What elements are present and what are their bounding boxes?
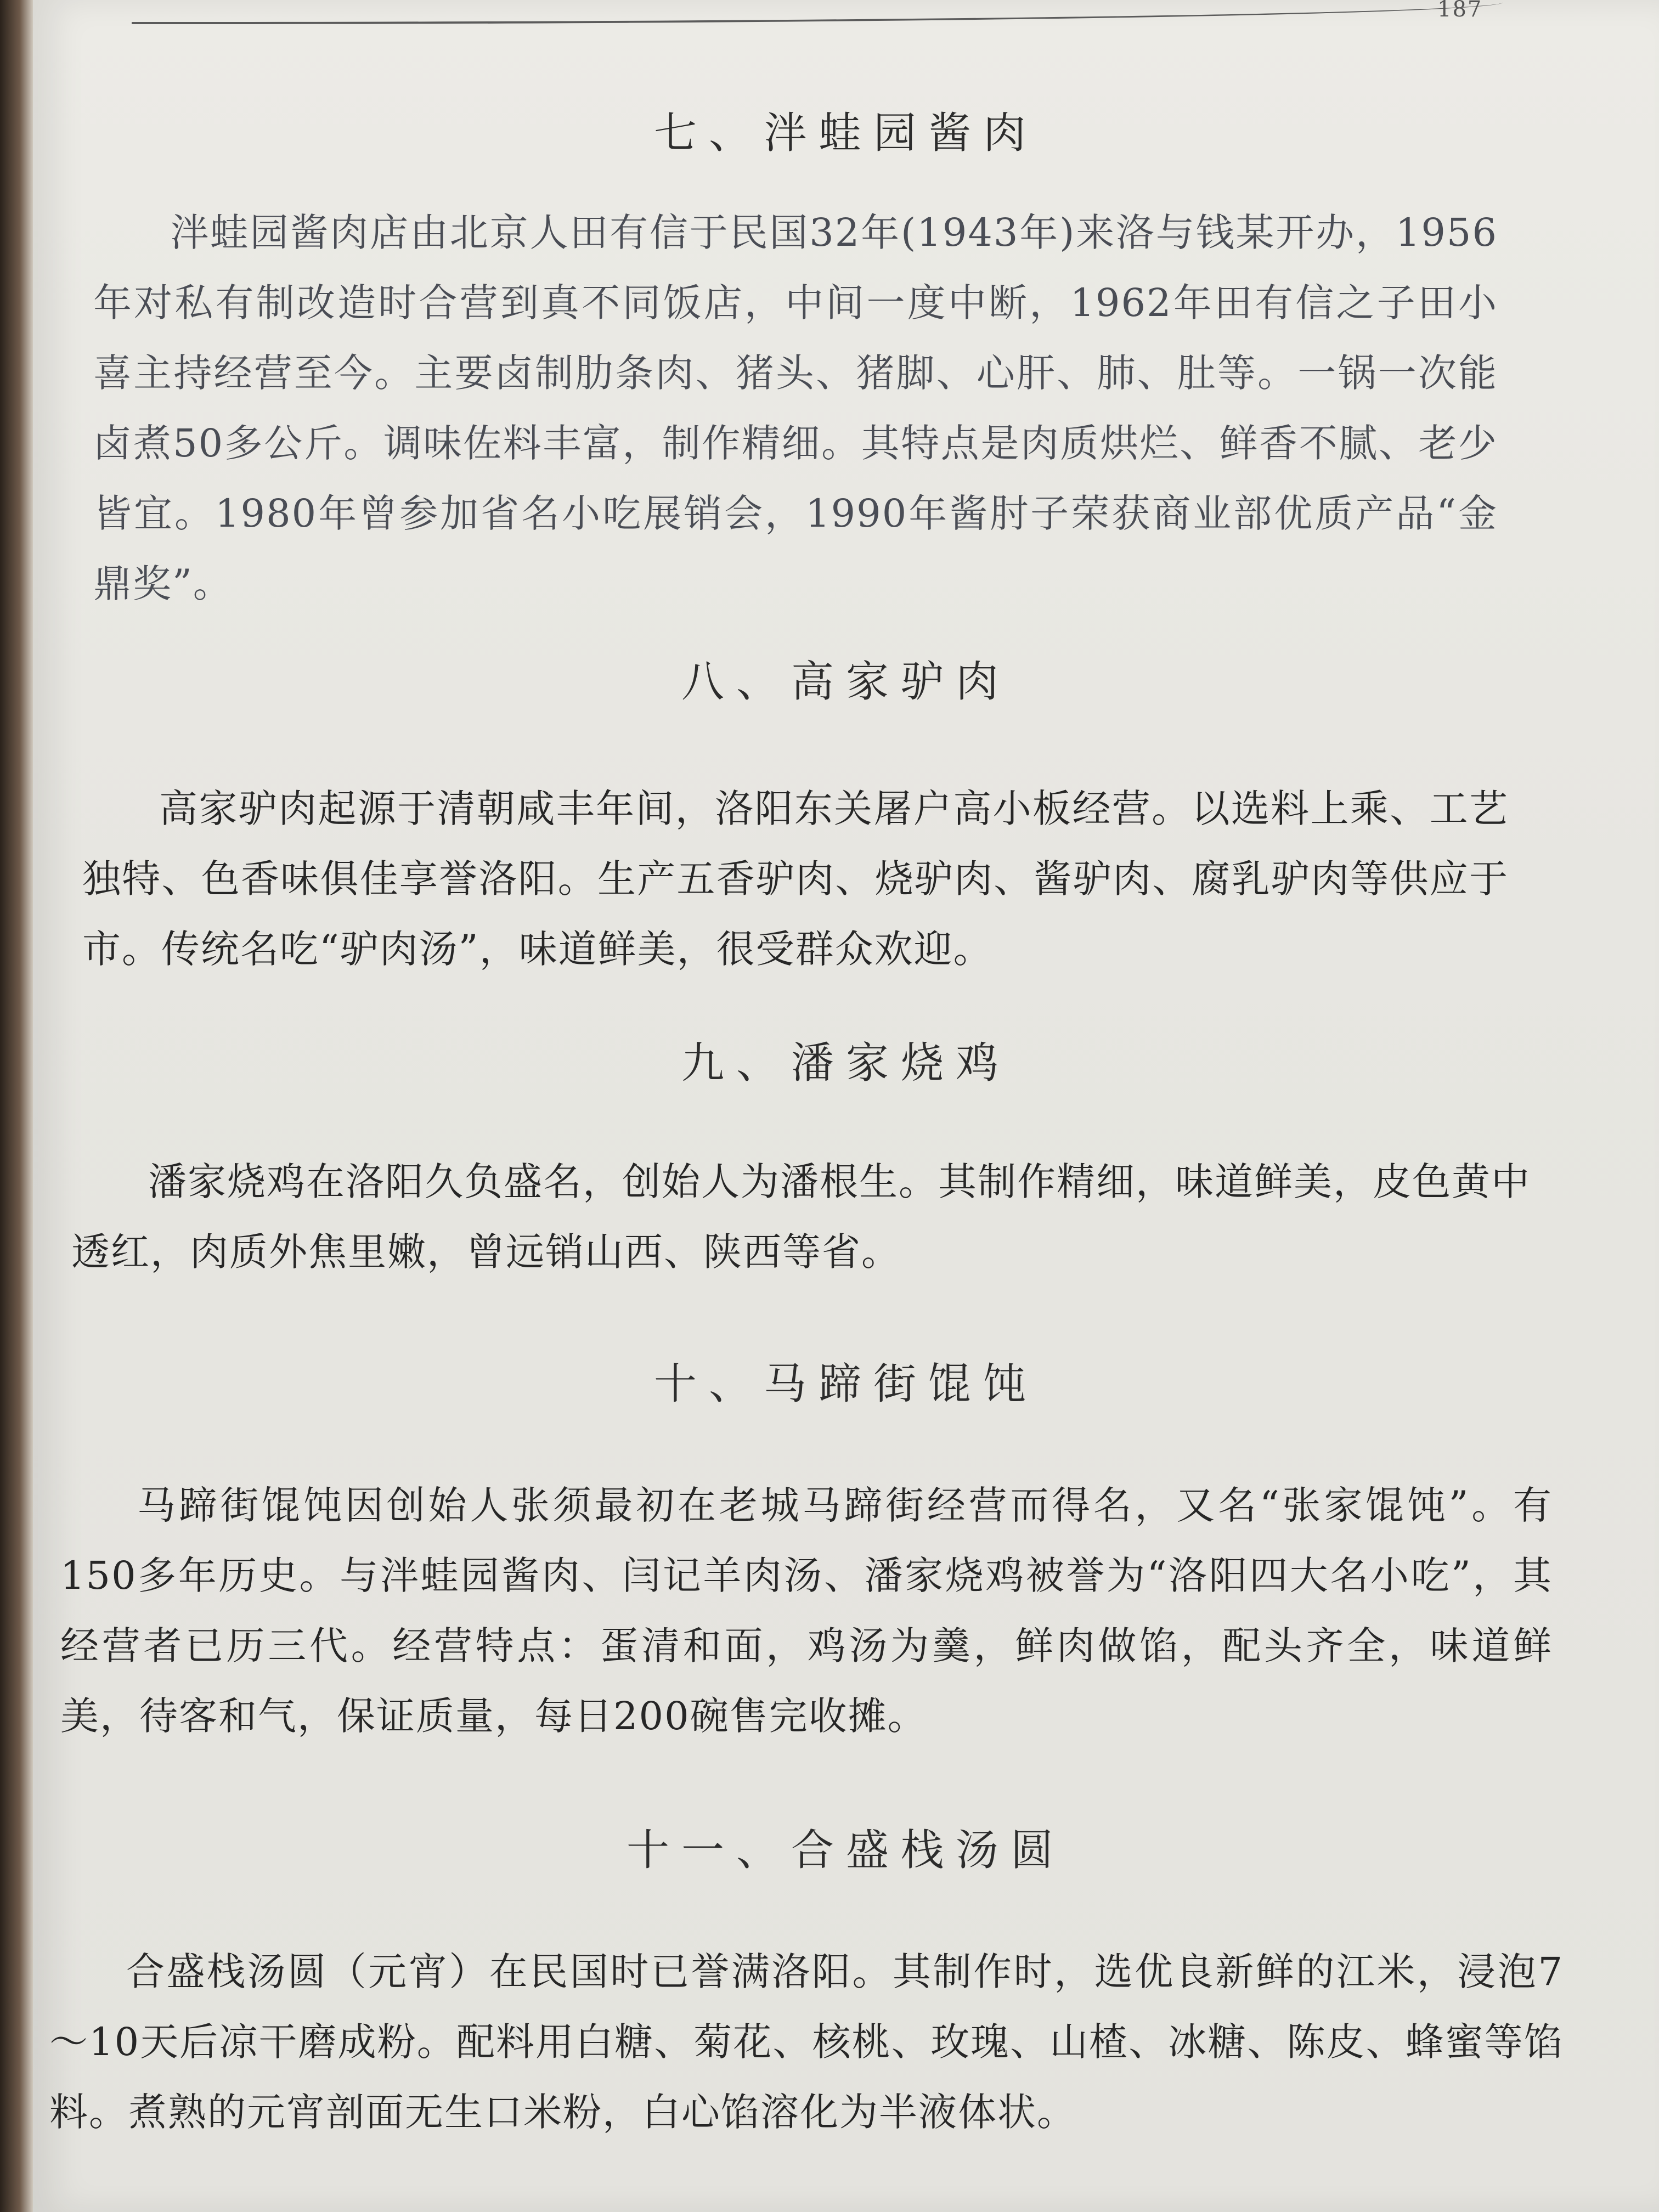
book-spine: [0, 0, 33, 2212]
section-title-3: 九、潘家烧鸡: [681, 1039, 1011, 1088]
section-title-4: 十、马蹄街馄饨: [653, 1359, 1038, 1409]
section-paragraph-4: 马蹄街馄饨因创始人张须最初在老城马蹄街经营而得名，又名“张家馄饨”。有150多年历史。与泮蛙园酱肉、闫记羊肉汤、潘家烧鸡被誉为“洛阳四大名小吃”，其经营者已历三代。经营特点：蛋清和面，鸡汤为羹，鲜肉做馅，配头齐全，味道鲜美，待客和气，保证质量，每日200碗售完收摊。: [60, 1483, 1553, 1739]
section-title-5: 十一、合盛栈汤圆: [626, 1826, 1065, 1875]
section-title-2: 八、高家驴肉: [681, 657, 1011, 707]
header-rule: [132, 0, 1503, 24]
section-paragraph-2: 高家驴肉起源于清朝咸丰年间，洛阳东关屠户高小板经营。以选料上乘、工艺独特、色香味俱佳享誉洛阳。生产五香驴肉、烧驴肉、酱驴肉、腐乳驴肉等供应于市。传统名吃“驴肉汤”，味道鲜美，很受群众欢迎。: [82, 786, 1509, 972]
page-number: 187: [1437, 0, 1483, 22]
section-title-1: 七、泮蛙园酱肉: [653, 109, 1038, 158]
book-page: [33, 0, 1659, 2212]
section-paragraph-5: 合盛栈汤圆（元宵）在民国时已誉满洛阳。其制作时，选优良新鲜的江米，浸泡7～10天后凉干磨成粉。配料用白糖、菊花、核桃、玫瑰、山楂、冰糖、陈皮、蜂蜜等馅料。煮熟的元宵剖面无生口米粉，白心馅溶化为半液体状。: [49, 1949, 1564, 2135]
section-paragraph-1: 泮蛙园酱肉店由北京人田有信于民国32年(1943年)来洛与钱某开办，1956年对私有制改造时合营到真不同饭店，中间一度中断，1962年田有信之子田小喜主持经营至今。主要卤制肋条肉、猪头、猪脚、心肝、肺、肚等。一锅一次能卤煮50多公斤。调味佐料丰富，制作精细。其特点是肉质烘烂、鲜香不腻、老少皆宜。1980年曾参加省名小吃展销会，1990年酱肘子荣获商业部优质产品“金鼎奖”。: [93, 210, 1498, 606]
section-paragraph-3: 潘家烧鸡在洛阳久负盛名，创始人为潘根生。其制作精细，味道鲜美，皮色黄中透红，肉质外焦里嫩，曾远销山西、陕西等省。: [71, 1159, 1531, 1274]
